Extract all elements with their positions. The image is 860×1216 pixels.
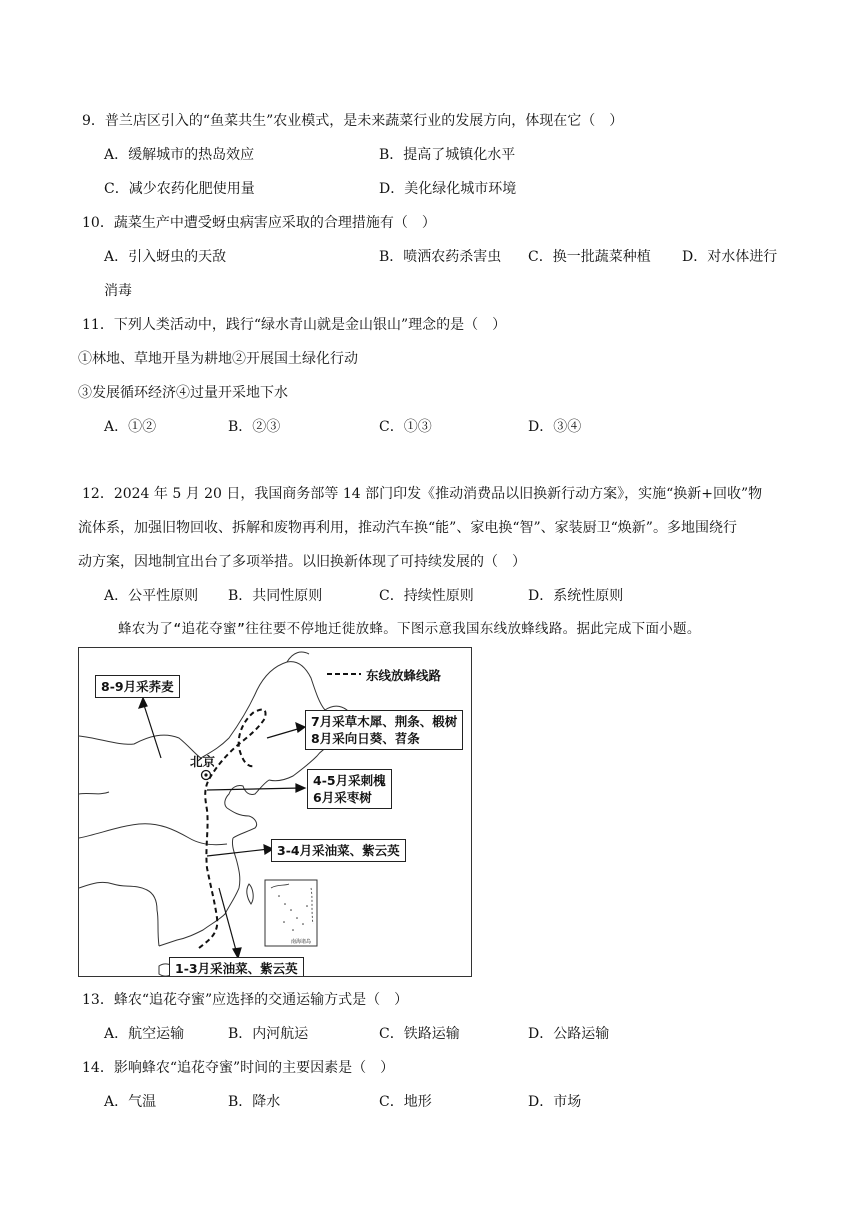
arrow-to-northeast <box>267 728 301 738</box>
q12-option-d: D．系统性原则 <box>528 588 624 604</box>
q14-option-c: C．地形 <box>379 1094 432 1110</box>
q13-option-a: A．航空运输 <box>104 1026 185 1042</box>
callout-central: 3-4月采油菜、紫云英 <box>271 839 406 862</box>
q10-option-b: B．喷洒农药杀害虫 <box>379 249 502 265</box>
shandong-coast <box>227 808 257 838</box>
map-intro: 蜂农为了“追花夺蜜”往往要不停地迁徙放蜂。下图示意我国东线放蜂线路。据此完成下面小题。 <box>118 621 701 637</box>
callout-northeast-line-2: 8月采向日葵、苕条 <box>311 731 420 746</box>
question-14-stem: 14．影响蜂农“追花夺蜜”时间的主要因素是（ ） <box>82 1060 395 1076</box>
bee-route-map <box>78 647 472 977</box>
q11-option-b: B．②③ <box>228 419 281 435</box>
q10-option-d: D．对水体进行 <box>682 249 778 265</box>
q11-option-c: C．①③ <box>379 419 432 435</box>
q11-option-a: A．①② <box>104 419 157 435</box>
question-11-stem: 11．下列人类活动中，践行“绿水青山就是金山银山”理念的是（ ） <box>82 317 507 333</box>
inset-label: 南海诸岛 <box>291 939 312 945</box>
taiwan-island <box>247 884 253 904</box>
callout-north-line-2: 6月采枣树 <box>313 790 372 805</box>
bee-route-dashed <box>199 710 266 948</box>
arrow-to-northwest <box>143 702 161 758</box>
q12-option-a: A．公平性原则 <box>104 588 199 604</box>
q12-option-b: B．共同性原则 <box>228 588 323 604</box>
callout-northeast <box>305 710 463 750</box>
callout-north-line-1: 4-5月采刺槐 <box>313 773 386 788</box>
yangtze-line <box>79 824 227 845</box>
beijing-label: 北京 <box>190 754 216 769</box>
q11-items-line-1: ①林地、草地开垦为耕地②开展国土绿化行动 <box>78 351 358 367</box>
q11-items-line-2: ③发展循环经济④过量开采地下水 <box>78 385 288 401</box>
callout-northeast-line-1: 7月采草木犀、荆条、椴树 <box>311 714 458 729</box>
q10-option-d-continuation: 消毒 <box>104 283 132 299</box>
question-12-stem-line-2: 流体系，加强旧物回收、拆解和废物再利用，推动汽车换“能”、家电换“智”、家装厨卫“焕新”。多地围绕行 <box>78 520 737 536</box>
q9-option-a: A．缓解城市的热岛效应 <box>104 147 255 163</box>
question-12-stem-line-1: 12．2024 年 5 月 20 日，我国商务部等 14 部门印发《推动消费品以旧换新行动方案》，实施“换新+回收”物 <box>82 486 763 502</box>
q9-option-b: B．提高了城镇化水平 <box>379 147 516 163</box>
arrow-to-north <box>207 788 301 790</box>
map-legend-label: 东线放蜂线路 <box>366 668 442 683</box>
q14-option-a: A．气温 <box>104 1094 157 1110</box>
question-12-stem-line-3: 动方案，因地制宜出台了多项举措。以旧换新体现了可持续发展的（ ） <box>78 554 526 570</box>
q10-option-a: A．引入蚜虫的天敌 <box>104 249 227 265</box>
q13-option-b: B．内河航运 <box>228 1026 309 1042</box>
bohai-coast <box>225 780 269 808</box>
q11-option-d: D．③④ <box>528 419 582 435</box>
question-13-stem: 13．蜂农“追花夺蜜”应选择的交通运输方式是（ ） <box>82 992 409 1008</box>
q14-option-d: D．市场 <box>528 1094 582 1110</box>
q12-option-c: C．持续性原则 <box>379 588 474 604</box>
callout-northwest: 8-9月采荞麦 <box>95 675 180 698</box>
question-9-stem: 9．普兰店区引入的“鱼菜共生”农业模式，是未来蔬菜行业的发展方向，体现在它（ ） <box>82 113 624 129</box>
callout-north <box>307 769 392 809</box>
southwest-border <box>79 882 159 946</box>
q9-option-d: D．美化绿化城市环境 <box>379 181 517 197</box>
q13-option-c: C．铁路运输 <box>379 1026 460 1042</box>
south-china-sea-inset <box>265 880 317 946</box>
q9-option-c: C．减少农药化肥使用量 <box>104 181 255 197</box>
q10-option-c: C．换一批蔬菜种植 <box>528 249 651 265</box>
callout-south: 1-3月采油菜、紫云英 <box>169 957 304 977</box>
q13-option-d: D．公路运输 <box>528 1026 610 1042</box>
inner-boundary-1 <box>79 792 109 794</box>
arrow-to-central <box>207 849 269 856</box>
q14-option-b: B．降水 <box>228 1094 281 1110</box>
question-10-stem: 10．蔬菜生产中遭受蚜虫病害应采取的合理措施有（ ） <box>82 215 436 231</box>
